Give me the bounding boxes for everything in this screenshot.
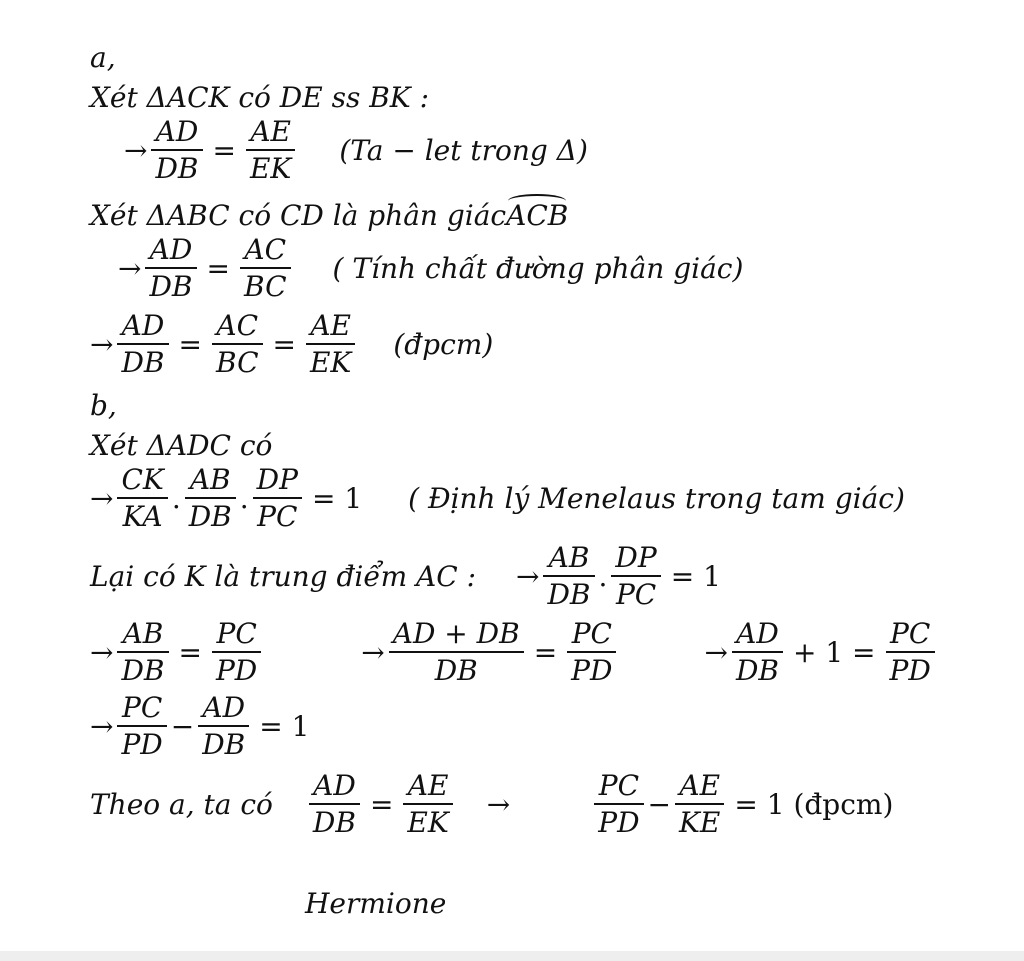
- minus: −: [170, 709, 195, 743]
- numerator: AD: [149, 233, 193, 266]
- denominator: DB: [155, 152, 199, 185]
- part-a-eq1: [124, 115, 588, 185]
- equals: =: [178, 327, 202, 361]
- fraction: [117, 691, 166, 761]
- fraction: [543, 541, 594, 611]
- denominator: PD: [889, 654, 931, 687]
- fraction: [240, 233, 291, 303]
- arrow: →: [486, 787, 511, 821]
- dot: .: [239, 481, 249, 515]
- arrow: →: [361, 635, 385, 669]
- denominator: DB: [188, 500, 232, 533]
- fraction: [117, 309, 168, 379]
- part-a-label: a,: [90, 41, 116, 74]
- numerator: AC: [216, 309, 259, 342]
- part-b-label: b,: [90, 389, 117, 422]
- fraction: [306, 309, 355, 379]
- numerator: PC: [121, 691, 163, 724]
- fraction: [117, 617, 168, 687]
- minus: −: [647, 787, 672, 821]
- fraction: [212, 617, 261, 687]
- numerator: AD: [121, 309, 165, 342]
- denominator: DB: [121, 346, 165, 379]
- dot: .: [171, 481, 181, 515]
- equals: =: [178, 635, 202, 669]
- equals: =: [533, 635, 558, 669]
- part-b-eq4: [90, 691, 315, 761]
- denominator: EK: [249, 152, 292, 185]
- arrow: →: [90, 481, 114, 515]
- rhs: = 1: [259, 709, 310, 743]
- line5-text: Theo a, ta có: [90, 787, 273, 821]
- numerator: DP: [256, 463, 298, 496]
- part-a-eq2: [118, 233, 744, 303]
- part-a-eq3: [90, 309, 494, 379]
- numerator: AD: [202, 691, 246, 724]
- denominator: DB: [434, 654, 478, 687]
- numerator: PC: [571, 617, 612, 650]
- arrow: →: [90, 635, 114, 669]
- denominator: PD: [215, 654, 258, 687]
- fraction: [151, 115, 202, 185]
- numerator: CK: [121, 463, 164, 496]
- denominator: DB: [547, 578, 591, 611]
- denominator: PD: [121, 728, 163, 761]
- fraction: [212, 309, 263, 379]
- denominator: KE: [679, 806, 721, 839]
- part-b-eq3: [90, 617, 939, 687]
- numerator: AD: [736, 617, 779, 650]
- fraction: [253, 463, 302, 533]
- denominator: PC: [615, 578, 657, 611]
- rhs: = 1 (đpcm): [734, 787, 894, 821]
- part-a-line1: Xét ΔACK có DE ss BK :: [90, 81, 430, 114]
- fraction: [567, 617, 616, 687]
- numerator: AE: [407, 769, 449, 802]
- line2-text: Xét ΔABC có CD là phân giác: [90, 199, 507, 232]
- numerator: AC: [244, 233, 287, 266]
- denominator: BC: [243, 270, 287, 303]
- numerator: AE: [310, 309, 351, 342]
- numerator: PC: [598, 769, 640, 802]
- denominator: DB: [202, 728, 246, 761]
- equals: =: [369, 787, 394, 821]
- plus-one: + 1 =: [792, 635, 876, 669]
- bottom-strip: [0, 951, 1024, 961]
- arrow: →: [90, 327, 114, 361]
- equals: =: [206, 251, 230, 285]
- fraction: [117, 463, 167, 533]
- numerator: AE: [250, 115, 291, 148]
- numerator: AD: [155, 115, 199, 148]
- denominator: PC: [257, 500, 298, 533]
- part-a-line2: [90, 199, 569, 232]
- signature: Hermione: [305, 887, 447, 920]
- denominator: PD: [571, 654, 613, 687]
- arrow: →: [516, 559, 540, 593]
- numerator: AE: [679, 769, 721, 802]
- arrow: →: [704, 635, 728, 669]
- fraction: [611, 541, 660, 611]
- fraction: [198, 691, 249, 761]
- dot: .: [598, 559, 608, 593]
- equals: =: [272, 327, 296, 361]
- fraction: [594, 769, 643, 839]
- numerator: AD: [313, 769, 356, 802]
- fraction: [145, 233, 196, 303]
- rhs: = 1: [670, 559, 721, 593]
- rhs: = 1: [311, 481, 363, 515]
- denominator: EK: [407, 806, 449, 839]
- equals: =: [212, 133, 236, 167]
- numerator: AB: [548, 541, 590, 574]
- denominator: DB: [312, 806, 356, 839]
- arrow: →: [90, 709, 114, 743]
- fraction: [389, 617, 524, 687]
- fraction: [403, 769, 452, 839]
- denominator: BC: [215, 346, 259, 379]
- denominator: KA: [122, 500, 163, 533]
- denominator: EK: [309, 346, 352, 379]
- line2-text: Lại có K là trung điểm AC :: [90, 559, 477, 593]
- angle-label: ACB: [506, 199, 569, 232]
- numerator: AB: [189, 463, 231, 496]
- denominator: DB: [735, 654, 779, 687]
- part-b-line1: Xét ΔADC có: [90, 429, 273, 462]
- arrow: →: [118, 251, 142, 285]
- numerator: PC: [890, 617, 931, 650]
- note: ( Định lý Menelaus trong tam giác): [408, 481, 905, 515]
- fraction: [309, 769, 360, 839]
- fraction: [732, 617, 783, 687]
- arrow: →: [124, 133, 148, 167]
- denominator: DB: [121, 654, 165, 687]
- note: ( Tính chất đường phân giác): [332, 251, 744, 285]
- fraction: [246, 115, 295, 185]
- numerator: DP: [615, 541, 657, 574]
- note: (đpcm): [393, 327, 494, 361]
- note: (Ta − let trong Δ): [339, 133, 588, 167]
- fraction: [675, 769, 724, 839]
- numerator: PC: [216, 617, 257, 650]
- denominator: DB: [149, 270, 193, 303]
- denominator: PD: [598, 806, 640, 839]
- part-b-eq1: [90, 463, 905, 533]
- fraction: [886, 617, 935, 687]
- part-b-line2: [90, 541, 727, 611]
- numerator: AB: [122, 617, 164, 650]
- fraction: [185, 463, 236, 533]
- part-b-line5: [90, 769, 899, 839]
- numerator: AD + DB: [392, 617, 520, 650]
